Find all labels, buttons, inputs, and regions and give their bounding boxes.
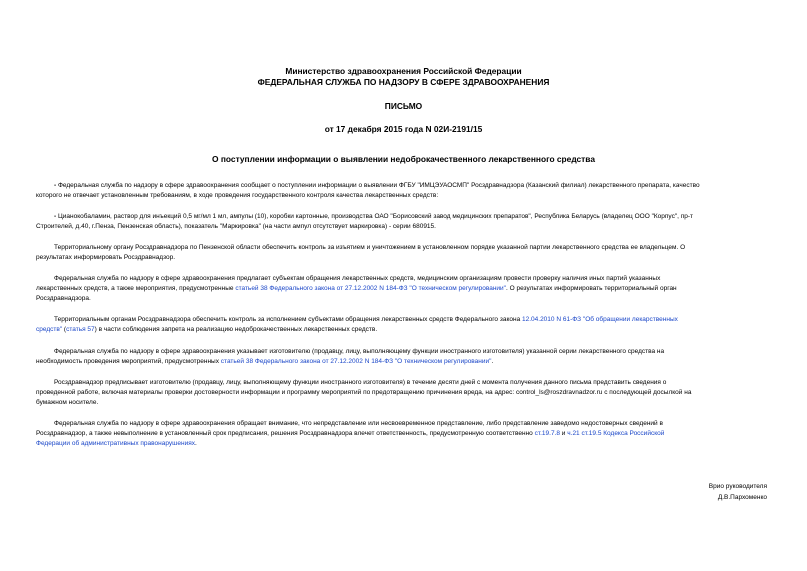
paragraph-4-line-1: Федеральная служба по надзору в сфере здравоохранения предлагает субъектам обращения лекарственных средств, медицинским организациям провести проверку наличия иных партий указанных	[54, 275, 661, 282]
paragraph-1	[36, 181, 769, 201]
document-subject: О поступлении информации о выявлении недоброкачественного лекарственного средства	[212, 154, 595, 164]
paragraph-2-line-2: Строителей, д.40, г.Пенза, Пензенская область), показатель "Маркировка" (на части ампул отсутствует маркировка) - серии 680915.	[36, 223, 436, 230]
koap-article-19-7-8-link[interactable]: ст.19.7.8	[534, 430, 560, 437]
paragraph-7-line-2: проведенной работе, включая материалы проверки достоверности информации и программу мероприятий по предотвращению причинения вреда, на адрес: control_ls@roszdravnadzor.ru с последующей досылкой на	[36, 389, 692, 396]
paragraph-4-line-3: Росздравнадзора.	[36, 295, 91, 302]
paragraph-7-line-1: Росздравнадзор предписывает изготовителю (продавцу, лицу, выполняющему функции иностранного изготовителя) в течение десяти дней с момента получения данного письма представить сведения о	[54, 379, 667, 386]
service-name: ФЕДЕРАЛЬНАЯ СЛУЖБА ПО НАДЗОРУ В СФЕРЕ ЗДРАВООХРАНЕНИЯ	[257, 77, 550, 87]
paragraph-6	[36, 347, 769, 367]
paragraph-4-line-2-text: лекарственных средств, а также мероприятия, предусмотренные	[36, 285, 236, 292]
law-61fz-link-continued[interactable]: средств"	[36, 326, 63, 333]
paragraph-7-line-3: бумажном носителе.	[36, 399, 99, 406]
paragraph-5-paren: (	[62, 326, 67, 333]
paragraph-4	[36, 274, 769, 304]
ministry-name: Министерство здравоохранения Российской Федерации	[285, 66, 522, 76]
list-dash: -	[54, 182, 57, 189]
list-dash: -	[54, 213, 57, 220]
koap-code-link-continued[interactable]: Федерации об административных правонарушениях	[36, 440, 195, 447]
paragraph-3-line-1: Территориальному органу Росздравнадзора по Пензенской области обеспечить контроль за изъятием и уничтожением в установленном порядке указанной партии лекарственного средства ее владельцем. О	[54, 244, 686, 251]
law-184fz-article-38-link-2[interactable]: статьей 38 Федерального закона от 27.12.2002 N 184-ФЗ "О техническом регулировании"	[220, 358, 492, 365]
paragraph-8-line-1: Федеральная служба по надзору в сфере здравоохранения обращает внимание, что непредставление или несвоевременное представление, либо представление заведомо недостоверных сведений в	[54, 420, 663, 427]
paragraph-1-line-1: Федеральная служба по надзору в сфере здравоохранения сообщает о поступлении информации о выявлении ФГБУ "ИМЦЭУАОСМП" Росздравнадзора (Казанский филиал) лекарственного препарата, качество	[56, 182, 700, 189]
paragraph-2	[36, 212, 769, 232]
document-type: ПИСЬМО	[384, 101, 423, 111]
paragraph-1-line-2: которого не отвечает установленным требованиям, в ходе проведения государственного контроля качества лекарственных средств:	[36, 192, 439, 199]
document-date-number: от 17 декабря 2015 года N 02И-2191/15	[324, 124, 483, 134]
paragraph-7	[36, 378, 769, 408]
paragraph-6-line-1: Федеральная служба по надзору в сфере здравоохранения указывает изготовителю (продавцу, лицу, выполняющему функции иностранного изготовителя) указанной серии лекарственного средства на	[54, 348, 665, 355]
law-184fz-article-38-link[interactable]: статьей 38 Федерального закона от 27.12.2002 N 184-ФЗ "О техническом регулировании"	[235, 285, 506, 292]
paragraph-4-line-2-tail: . О результатах информировать территориальный орган	[506, 285, 677, 292]
paragraph-6-line-2-text: необходимость проведения мероприятий, предусмотренных	[36, 358, 221, 365]
paragraph-8	[36, 419, 769, 449]
law-61fz-link[interactable]: 12.04.2010 N 61-ФЗ "Об обращении лекарственных	[522, 316, 678, 323]
paragraph-6-line-2-tail: .	[491, 358, 494, 365]
paragraph-3-line-2: результатах информировать Росздравнадзор.	[36, 254, 176, 261]
signature-name: Д.В.Пархоменко	[717, 494, 767, 501]
paragraph-5	[36, 315, 769, 335]
article-57-link[interactable]: статья 57	[66, 326, 95, 333]
signature-position: Врио руководителя	[708, 483, 767, 490]
paragraph-8-line-3-tail: .	[194, 440, 197, 447]
paragraph-3	[36, 243, 769, 263]
paragraph-5-line-2-tail: ) в части соблюдения запрета на реализацию недоброкачественных лекарственных средств.	[94, 326, 378, 333]
koap-code-link[interactable]: Кодекса Российской	[603, 430, 665, 437]
paragraph-8-and: и	[560, 430, 568, 437]
paragraph-2-line-1: Цианокобаламин, раствор для инъекций 0,5 мг/мл 1 мл, ампулы (10), коробки картонные, производства ОАО "Борисовский завод медицинских препаратов", Республика Беларусь (владелец ООО "Корпус", пр-т	[56, 213, 694, 220]
paragraph-5-line-1-text: Территориальным органам Росздравнадзора обеспечить контроль за исполнением субъектами обращения лекарственных средств Федерального закона	[54, 316, 522, 323]
koap-article-19-5-link[interactable]: ч.21 ст.19.5	[567, 430, 602, 437]
paragraph-8-line-2-text: Росздравнадзор, а также невыполнение в установленный срок предписания, решения Росздравнадзора влечет ответственность, предусмотренную соответственно	[36, 430, 535, 437]
